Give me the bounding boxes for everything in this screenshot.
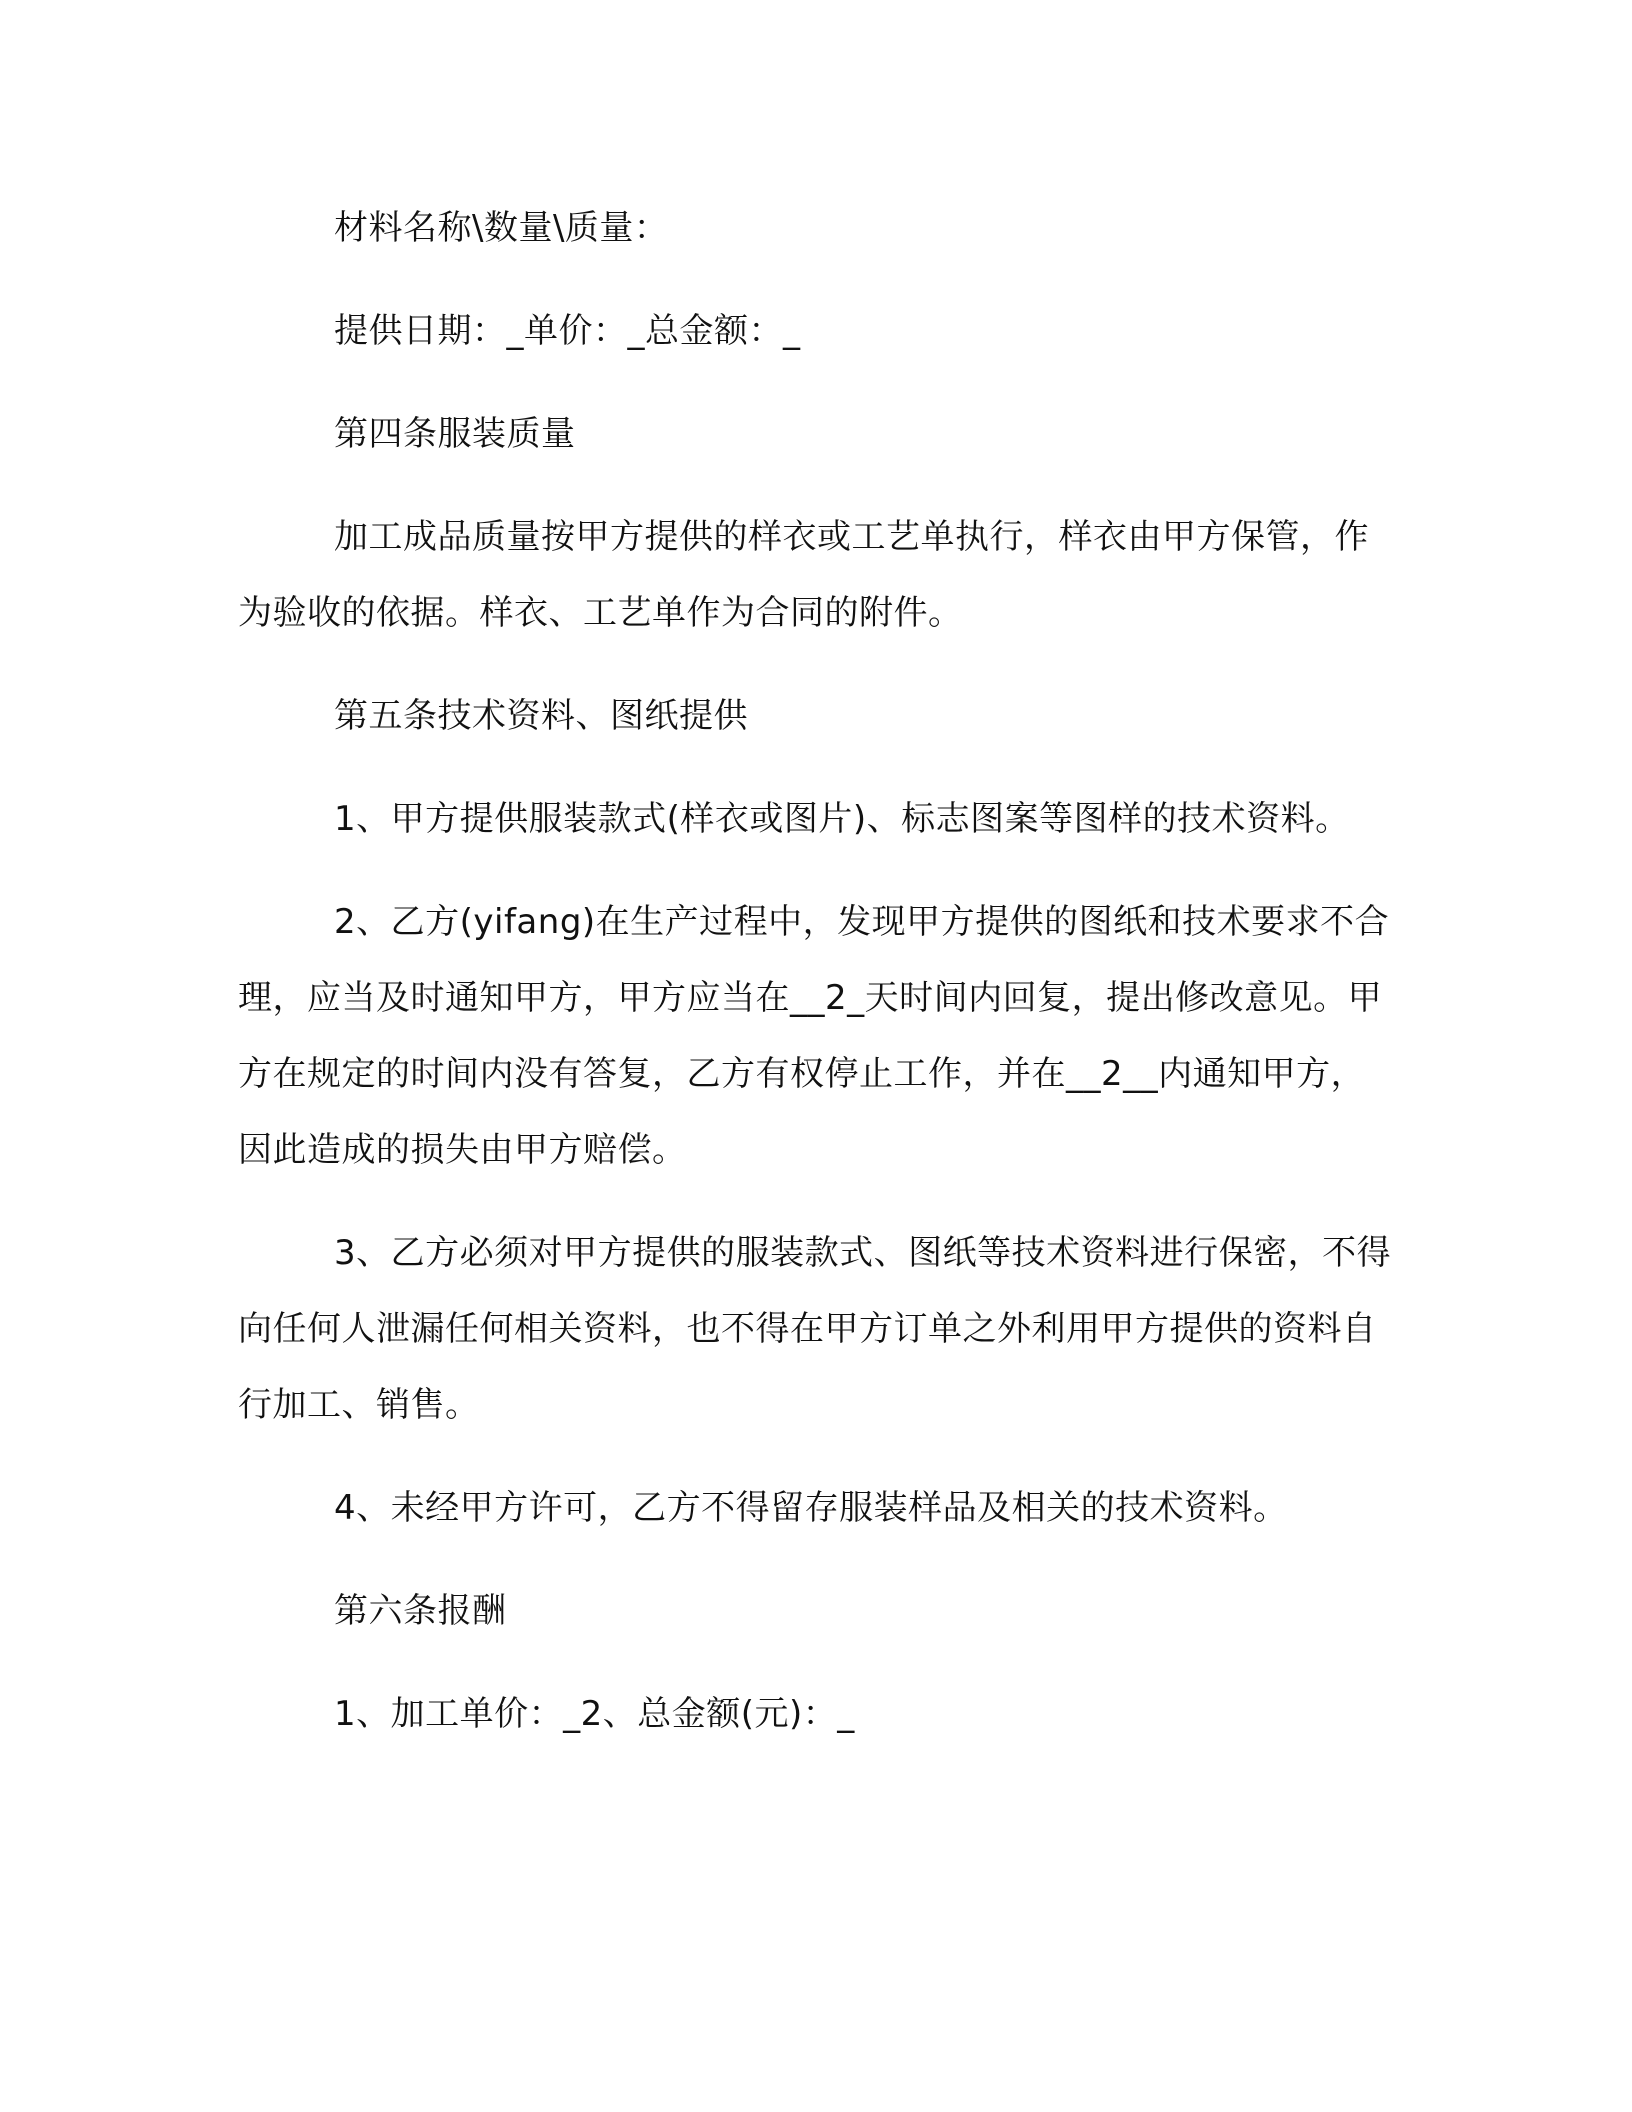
materials-line: 材料名称\数量\质量： [334, 208, 669, 248]
article-6-item-1: 1、加工单价：_2、总金额(元)：_ [334, 1694, 855, 1734]
article-5-item-1: 1、甲方提供服装款式(样衣或图片)、标志图案等图样的技术资料。 [334, 799, 1350, 839]
article-5-item-2: 2、乙方(yifang)在生产过程中，发现甲方提供的图纸和技术要求不合理，应当及时通知甲方，甲方应当在__2_天时间内回复，提出修改意见。甲方在规定的时间内没有答复，乙方有权停止工作，并在__2__内通知甲方，因此造成的损失由甲方赔偿。 [238, 902, 1390, 1170]
article-4-title: 第四条服装质量 [334, 414, 576, 454]
document-body [238, 190, 1398, 1779]
supply-line: 提供日期：_单价：_总金额：_ [334, 311, 801, 351]
article-6-title: 第六条报酬 [334, 1591, 507, 1631]
article-5-item-3: 3、乙方必须对甲方提供的服装款式、图纸等技术资料进行保密，不得向任何人泄漏任何相关资料，也不得在甲方订单之外利用甲方提供的资料自行加工、销售。 [238, 1233, 1392, 1425]
article-5-item-4: 4、未经甲方许可，乙方不得留存服装样品及相关的技术资料。 [334, 1488, 1288, 1528]
article-5-title: 第五条技术资料、图纸提供 [334, 696, 748, 736]
article-4-body: 加工成品质量按甲方提供的样衣或工艺单执行，样衣由甲方保管，作为验收的依据。样衣、工艺单作为合同的附件。 [238, 517, 1369, 633]
